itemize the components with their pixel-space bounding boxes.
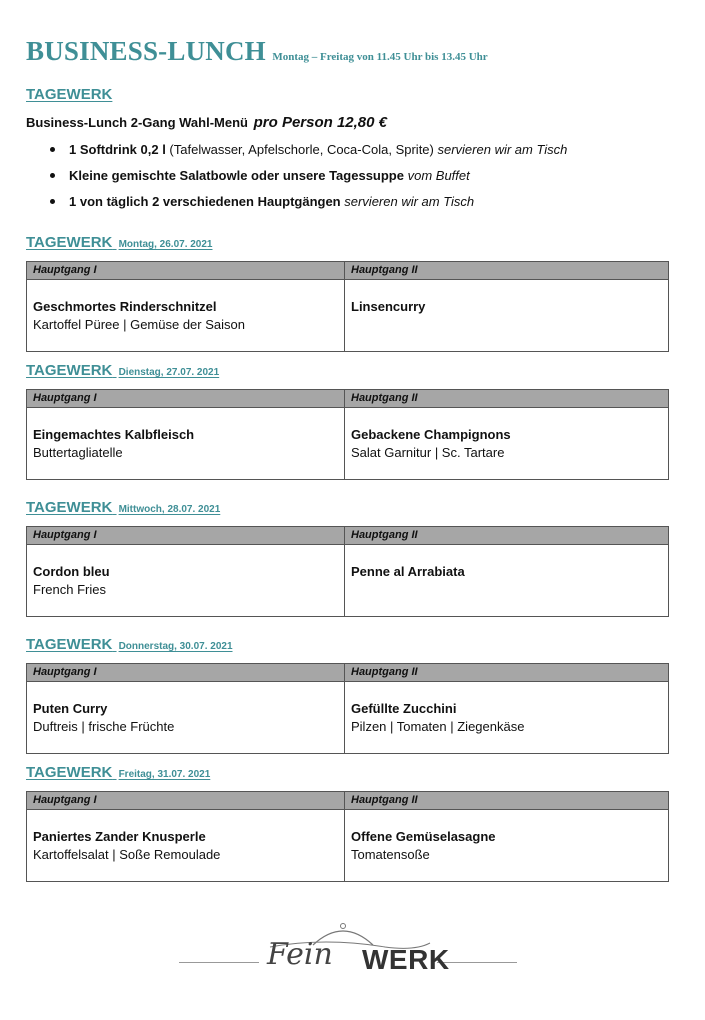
logo-script: Fein	[267, 937, 333, 972]
day-heading-friday	[26, 764, 210, 781]
day-date: Mittwoch, 28.07. 2021	[118, 504, 221, 515]
day-title: TAGEWERK	[26, 362, 113, 379]
main-course-1	[27, 280, 345, 351]
bullet-italic: servieren wir am Tisch	[344, 194, 475, 209]
dish-name: Offene Gemüselasagne	[351, 829, 496, 844]
bullet-icon	[50, 173, 55, 178]
logo-divider-left	[179, 962, 259, 963]
page-header	[26, 36, 488, 67]
feinwerk-logo	[175, 915, 520, 980]
main-course-2	[345, 810, 668, 881]
day-title: TAGEWERK	[26, 764, 113, 781]
table-row	[27, 545, 668, 616]
day-title: TAGEWERK	[26, 499, 113, 516]
dish-name: Eingemachtes Kalbfleisch	[33, 427, 195, 442]
table-header	[27, 390, 668, 408]
offer-line	[26, 114, 387, 131]
column-header-main-1: Hauptgang I	[27, 792, 345, 809]
day-date: Donnerstag, 30.07. 2021	[118, 641, 233, 652]
table-row	[27, 682, 668, 753]
main-course-2	[345, 280, 668, 351]
table-row	[27, 280, 668, 351]
list-item	[50, 194, 474, 209]
table-row	[27, 810, 668, 881]
list-item	[50, 142, 567, 157]
offer-label: Business-Lunch 2-Gang Wahl-Menü	[26, 115, 248, 130]
bullet-bold: 1 Softdrink 0,2 l	[69, 142, 166, 157]
logo-wordmark: WERK	[362, 944, 450, 975]
dish-sides: Tomatensoße	[351, 847, 430, 862]
main-course-1	[27, 682, 345, 753]
day-table-monday	[26, 261, 669, 352]
main-course-2	[345, 545, 668, 616]
page-title: BUSINESS-LUNCH	[26, 36, 266, 66]
main-course-1	[27, 545, 345, 616]
dish-sides: Kartoffelsalat | Soße Remoulade	[33, 847, 221, 862]
bullet-italic: servieren wir am Tisch	[437, 142, 568, 157]
dish-name: Gefüllte Zucchini	[351, 701, 457, 716]
day-heading-thursday	[26, 636, 233, 653]
table-row	[27, 408, 668, 479]
day-date: Dienstag, 27.07. 2021	[118, 367, 220, 378]
dish-name: Gebackene Champignons	[351, 427, 511, 442]
day-table-thursday	[26, 663, 669, 754]
table-header	[27, 664, 668, 682]
day-table-wednesday	[26, 526, 669, 617]
bullet-icon	[50, 147, 55, 152]
column-header-main-2: Hauptgang II	[351, 529, 418, 541]
column-header-main-2: Hauptgang II	[351, 392, 418, 404]
column-header-main-2: Hauptgang II	[351, 794, 418, 806]
bullet-bold: Kleine gemischte Salatbowle oder unsere Tagessuppe	[69, 168, 404, 183]
bullet-icon	[50, 199, 55, 204]
main-course-2	[345, 682, 668, 753]
day-title: TAGEWERK	[26, 234, 113, 251]
table-header	[27, 262, 668, 280]
day-title: TAGEWERK	[26, 636, 113, 653]
main-course-2	[345, 408, 668, 479]
day-date: Montag, 26.07. 2021	[118, 239, 213, 250]
bullet-text: (Tafelwasser, Apfelschorle, Coca-Cola, Sprite)	[165, 142, 438, 157]
table-header	[27, 792, 668, 810]
day-table-friday	[26, 791, 669, 882]
day-heading-monday	[26, 234, 213, 251]
table-header	[27, 527, 668, 545]
main-course-1	[27, 408, 345, 479]
bullet-italic: vom Buffet	[407, 168, 470, 183]
day-table-tuesday	[26, 389, 669, 480]
dish-sides: French Fries	[33, 582, 106, 597]
column-header-main-1: Hauptgang I	[27, 262, 345, 279]
column-header-main-2: Hauptgang II	[351, 666, 418, 678]
dish-sides: Buttertagliatelle	[33, 445, 123, 460]
dish-name: Linsencurry	[351, 299, 426, 314]
dish-sides: Duftreis | frische Früchte	[33, 719, 175, 734]
section-title: TAGEWERK	[26, 86, 113, 103]
dish-name: Penne al Arrabiata	[351, 564, 465, 579]
dish-name: Paniertes Zander Knusperle	[33, 829, 206, 844]
dish-name: Geschmortes Rinderschnitzel	[33, 299, 217, 314]
offer-price: pro Person 12,80 €	[253, 114, 388, 131]
dish-sides: Kartoffel Püree | Gemüse der Saison	[33, 317, 245, 332]
column-header-main-1: Hauptgang I	[27, 390, 345, 407]
dish-name: Cordon bleu	[33, 564, 110, 579]
day-date: Freitag, 31.07. 2021	[118, 769, 211, 780]
column-header-main-1: Hauptgang I	[27, 664, 345, 681]
list-item	[50, 168, 470, 183]
opening-hours: Montag – Freitag von 11.45 Uhr bis 13.45 Uhr	[272, 51, 488, 63]
column-header-main-2: Hauptgang II	[351, 264, 418, 276]
dish-name: Puten Curry	[33, 701, 108, 716]
bullet-bold: 1 von täglich 2 verschiedenen Hauptgängen	[69, 194, 341, 209]
day-heading-tuesday	[26, 362, 219, 379]
main-course-1	[27, 810, 345, 881]
dish-sides: Pilzen | Tomaten | Ziegenkäse	[351, 719, 525, 734]
dish-sides: Salat Garnitur | Sc. Tartare	[351, 445, 505, 460]
column-header-main-1: Hauptgang I	[27, 527, 345, 544]
day-heading-wednesday	[26, 499, 220, 516]
